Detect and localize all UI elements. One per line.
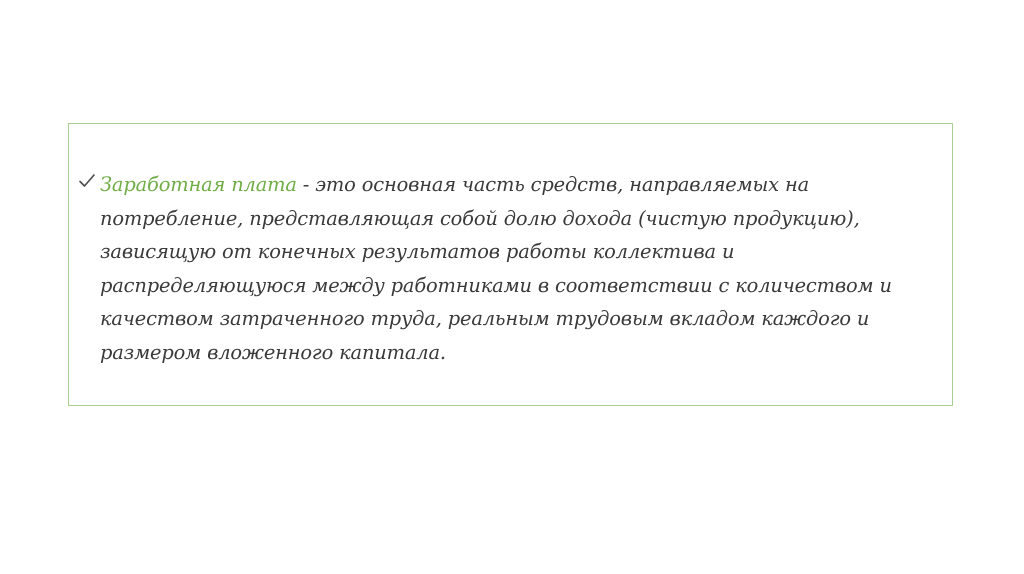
check-icon (78, 172, 96, 190)
definition-line-3: зависящую от конечных результатов работы коллектива и (100, 240, 735, 263)
definition-line-1 (100, 168, 944, 202)
definition-line-5: качеством затраченного труда, реальным трудовым вкладом каждого и (100, 307, 870, 330)
definition-line-4: распределяющуюся между работниками в соответствии с количеством и (100, 273, 892, 297)
definition-line-6: размером вложенного капитала. (100, 340, 446, 364)
definition-bullet (78, 168, 944, 369)
definition-line-1-text: - это основная часть средств, направляемых на (296, 173, 809, 196)
definition-text (100, 168, 944, 369)
definition-term: Заработная плата (100, 173, 297, 196)
definition-line-2: потребление, представляющая собой долю дохода (чистую продукцию), (100, 206, 860, 230)
